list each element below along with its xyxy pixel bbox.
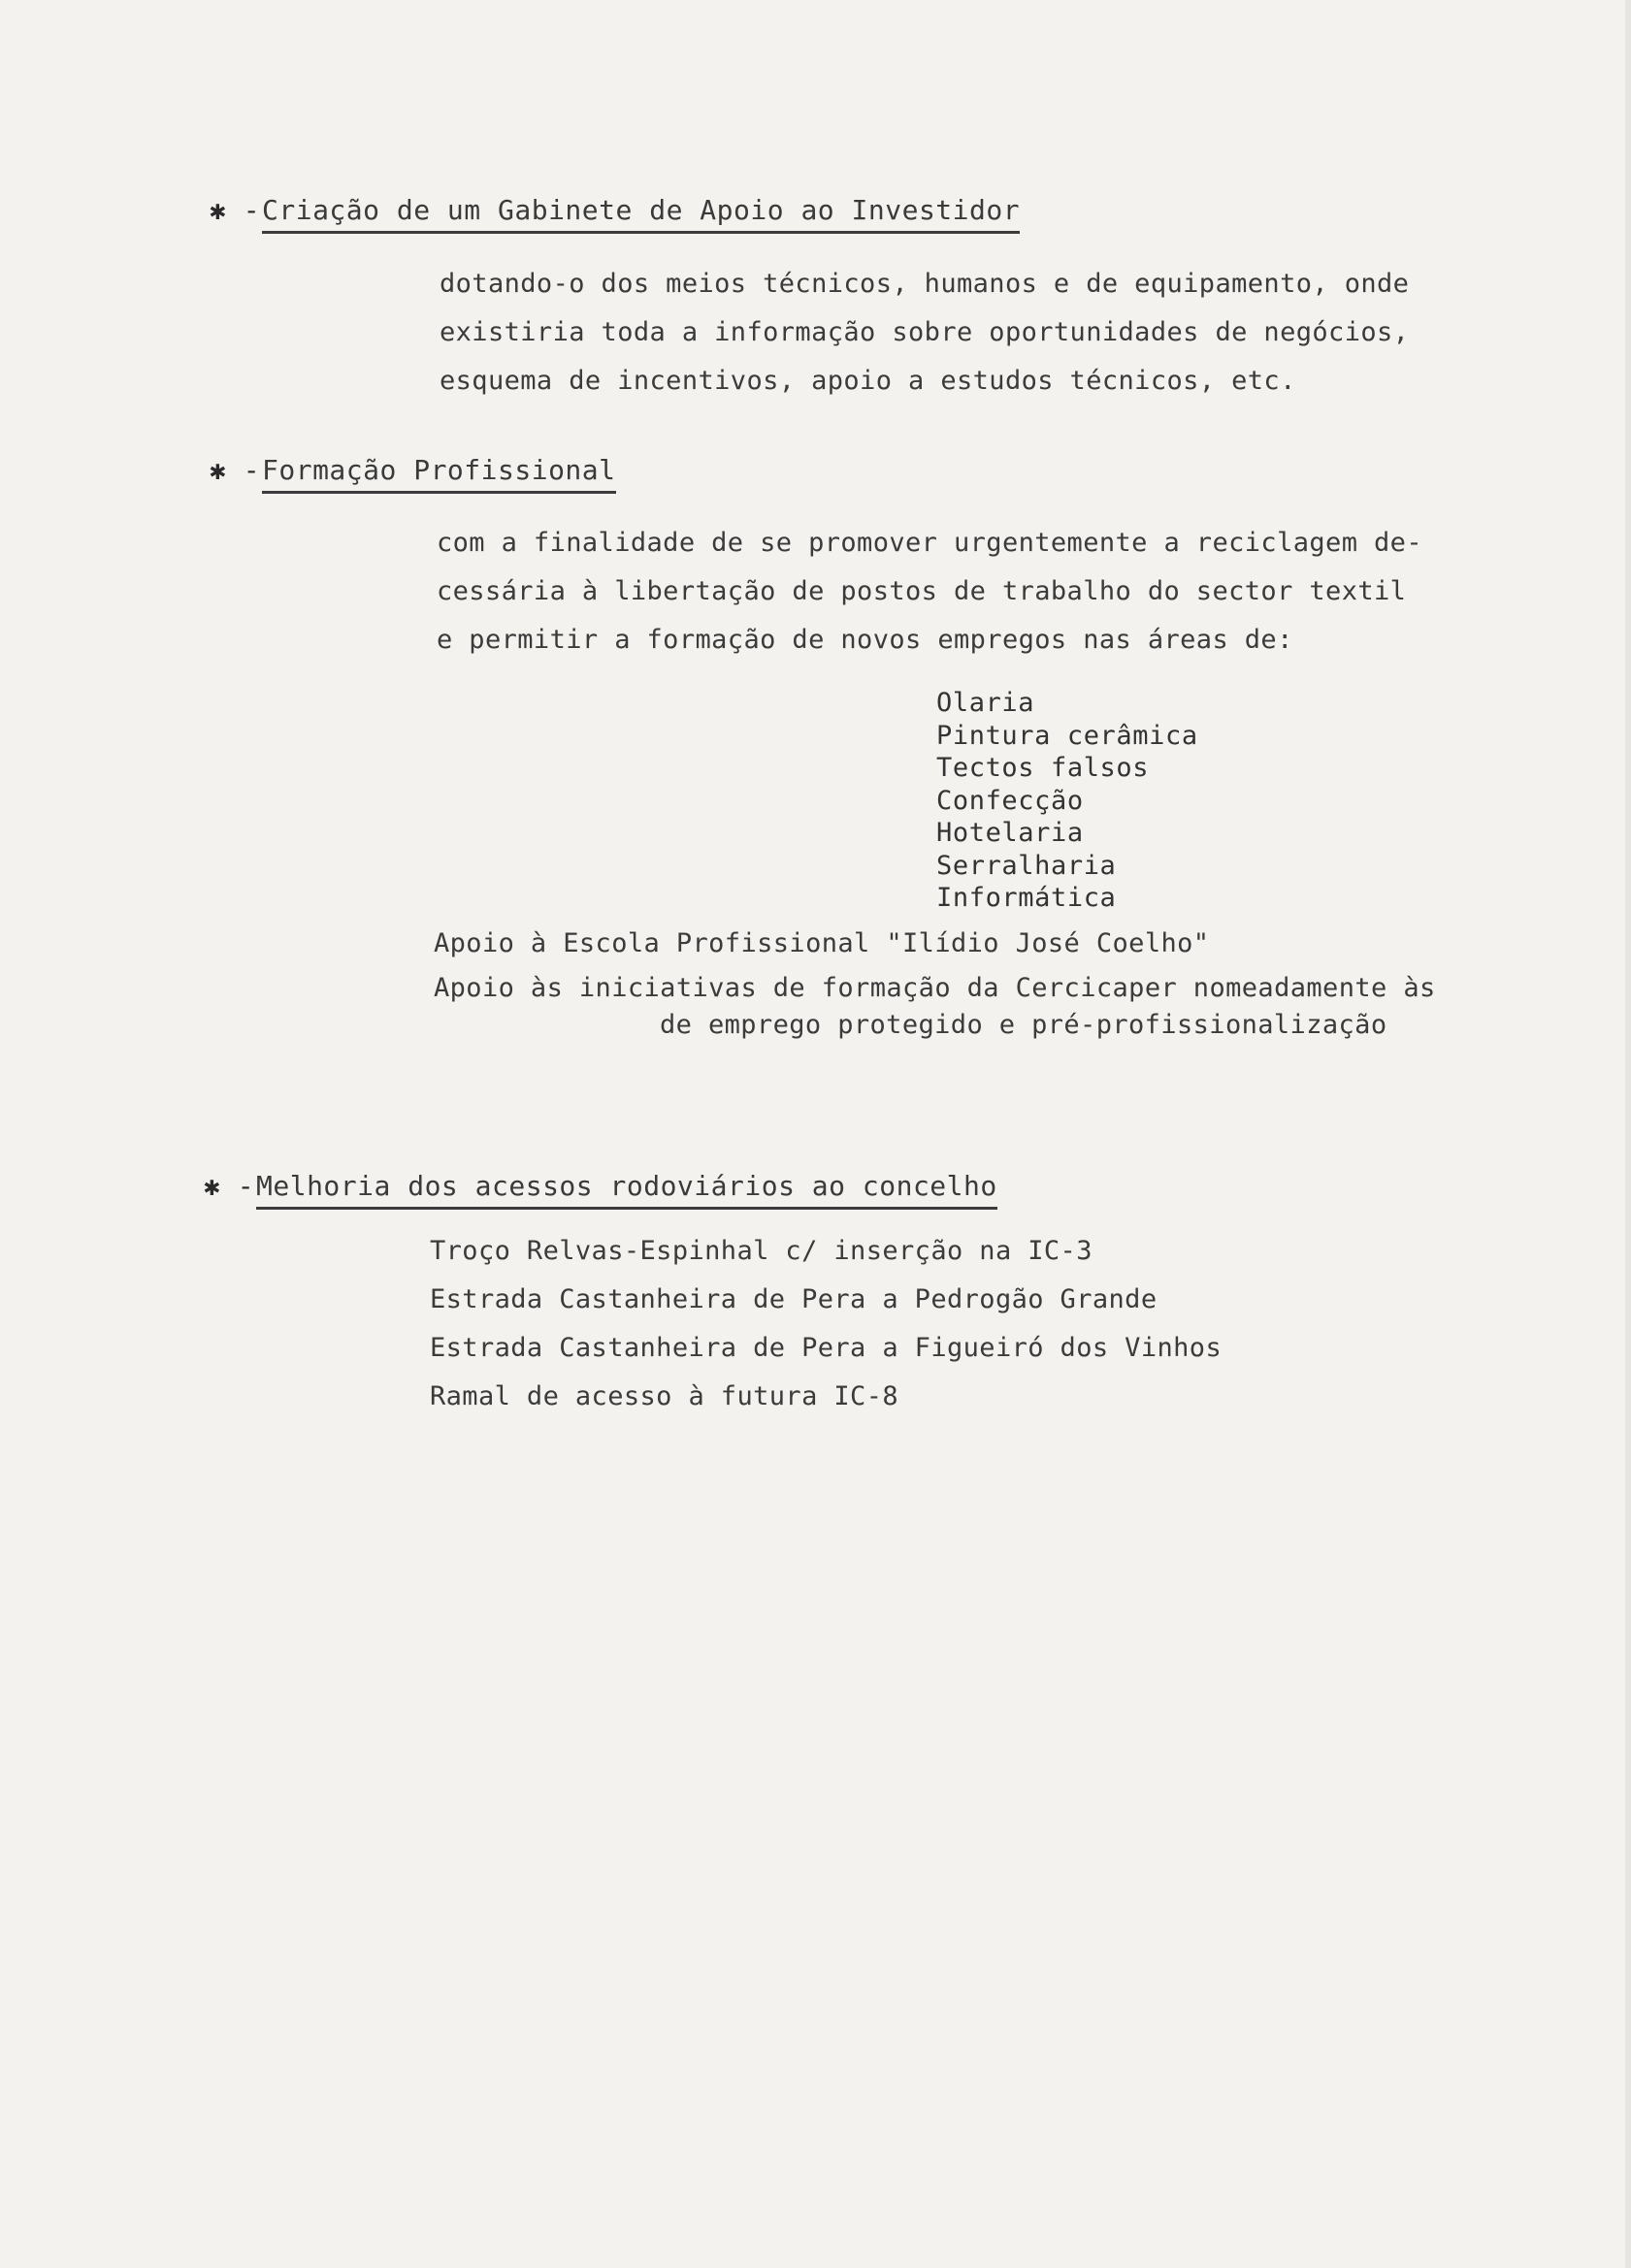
list-item: Informática [936,883,1117,913]
section-1-heading-row [210,194,1020,234]
body-line: cessária à libertação de postos de trabalho do sector textil [437,576,1407,606]
section-1-heading: Criação de um Gabinete de Apoio ao Investidor [262,194,1020,234]
areas-list [936,687,1198,915]
section-3-heading-row [204,1170,997,1210]
body-line: Ramal de acesso à futura IC-8 [430,1381,899,1411]
section-2-body [437,519,1422,664]
section-2-heading-row [210,454,616,494]
body-line: esquema de incentivos, apoio a estudos técnicos, etc. [440,366,1296,396]
bullet-asterisk-icon: ✱ - [210,454,261,486]
body-line: dotando-o dos meios técnicos, humanos e de equipamento, onde [440,269,1410,299]
list-item: Pintura cerâmica [936,720,1198,751]
bullet-asterisk-icon: ✱ - [210,194,261,226]
body-line: Estrada Castanheira de Pera a Figueiró dos Vinhos [430,1333,1223,1363]
body-line: existiria toda a informação sobre oportunidades de negócios, [440,317,1410,347]
list-item: Tectos falsos [936,753,1150,783]
body-line: Estrada Castanheira de Pera a Pedrogão Grande [430,1284,1158,1314]
section-1-body [440,260,1409,405]
body-line: com a finalidade de se promover urgentemente a reciclagem de- [437,528,1422,558]
support-cercicaper-line-2: de emprego protegido e pré-profissionalização [660,1010,1387,1040]
list-item: Serralharia [936,850,1117,881]
list-item: Confecção [936,785,1084,816]
section-2-heading: Formação Profissional [262,454,616,494]
page-edge-shadow [1625,0,1631,2268]
support-escola: Apoio à Escola Profissional "Ilídio José Coelho" [434,928,1210,958]
section-3-heading: Melhoria dos acessos rodoviários ao concelho [256,1170,997,1210]
bullet-asterisk-icon: ✱ - [204,1170,255,1202]
support-cercicaper-line-1: Apoio às iniciativas de formação da Cercicaper nomeadamente às [434,973,1436,1003]
section-3-body [430,1227,1222,1421]
list-item: Olaria [936,688,1035,718]
list-item: Hotelaria [936,818,1084,848]
body-line: e permitir a formação de novos empregos nas áreas de: [437,625,1293,655]
body-line: Troço Relvas-Espinhal c/ inserção na IC-3 [430,1236,1093,1266]
